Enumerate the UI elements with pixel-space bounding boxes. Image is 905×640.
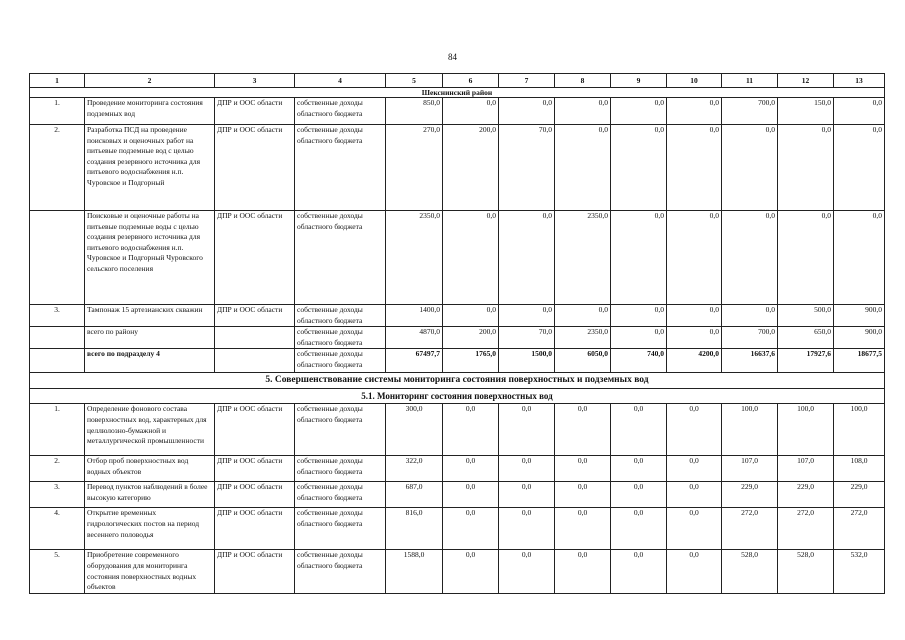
value-col-9: 0,0 <box>611 211 667 305</box>
column-header-10: 10 <box>667 74 722 88</box>
value-col-13: 272,0 <box>834 508 885 550</box>
value-col-7: 70,0 <box>499 327 555 349</box>
value-col-5: 687,0 <box>386 482 443 508</box>
value-col-5: 1588,0 <box>386 550 443 594</box>
measure-name: всего по району <box>85 327 215 349</box>
column-header-6: 6 <box>443 74 499 88</box>
value-col-8: 0,0 <box>555 404 611 456</box>
value-col-8: 0,0 <box>555 98 611 125</box>
funding-source: собственные доходы областного бюджета <box>295 327 386 349</box>
value-col-11: 528,0 <box>722 550 778 594</box>
value-col-5: 2350,0 <box>386 211 443 305</box>
value-col-9: 0,0 <box>611 305 667 327</box>
value-col-6: 0,0 <box>443 550 499 594</box>
value-col-12: 500,0 <box>778 305 834 327</box>
value-col-10: 0,0 <box>667 482 722 508</box>
funding-source: собственные доходы областного бюджета <box>295 98 386 125</box>
funding-source: собственные доходы областного бюджета <box>295 508 386 550</box>
responsible-executor: ДПР и ООС области <box>215 404 295 456</box>
row-number: 5. <box>30 550 85 594</box>
district-name: Шекснинский район <box>30 88 885 98</box>
funding-source: собственные доходы областного бюджета <box>295 456 386 482</box>
value-col-8: 0,0 <box>555 456 611 482</box>
measure-name: Приобретение современного оборудования для мониторинга состояния поверхностных водных объектов <box>85 550 215 594</box>
column-header-13: 13 <box>834 74 885 88</box>
value-col-7: 0,0 <box>499 456 555 482</box>
column-header-1: 1 <box>30 74 85 88</box>
table-row <box>30 98 885 125</box>
value-col-8: 0,0 <box>555 550 611 594</box>
value-col-5: 322,0 <box>386 456 443 482</box>
row-number: 3. <box>30 482 85 508</box>
row-number <box>30 327 85 349</box>
column-header-11: 11 <box>722 74 778 88</box>
table-row <box>30 125 885 211</box>
measure-name: Тампонаж 15 артезианских скважин <box>85 305 215 327</box>
responsible-executor: ДПР и ООС области <box>215 305 295 327</box>
value-col-11: 0,0 <box>722 211 778 305</box>
value-col-11: 700,0 <box>722 327 778 349</box>
value-col-9: 0,0 <box>611 327 667 349</box>
measure-name: Перевод пунктов наблюдений в более высокую категорию <box>85 482 215 508</box>
value-col-10: 0,0 <box>667 98 722 125</box>
column-header-2: 2 <box>85 74 215 88</box>
budget-table <box>29 73 885 594</box>
subsection-title-row <box>30 389 885 404</box>
district-row <box>30 88 885 98</box>
value-col-12: 150,0 <box>778 98 834 125</box>
column-header-7: 7 <box>499 74 555 88</box>
table-body <box>30 74 885 594</box>
row-number: 1. <box>30 404 85 456</box>
column-header-4: 4 <box>295 74 386 88</box>
value-col-7: 0,0 <box>499 211 555 305</box>
value-col-11: 107,0 <box>722 456 778 482</box>
value-col-12: 0,0 <box>778 125 834 211</box>
value-col-9: 0,0 <box>611 482 667 508</box>
column-number-header-row <box>30 74 885 88</box>
value-col-7: 0,0 <box>499 404 555 456</box>
value-col-13: 100,0 <box>834 404 885 456</box>
value-col-11: 0,0 <box>722 125 778 211</box>
value-col-10: 0,0 <box>667 327 722 349</box>
table-row <box>30 550 885 594</box>
table-row <box>30 508 885 550</box>
column-header-8: 8 <box>555 74 611 88</box>
responsible-executor: ДПР и ООС области <box>215 125 295 211</box>
table-row <box>30 482 885 508</box>
value-col-5: 67497,7 <box>386 349 443 373</box>
table-row <box>30 456 885 482</box>
row-number: 1. <box>30 98 85 125</box>
value-col-8: 2350,0 <box>555 211 611 305</box>
value-col-9: 0,0 <box>611 550 667 594</box>
measure-name: Определение фонового состава поверхностных вод, характерных для целлюлозно-бумажной и металлургической промышленности <box>85 404 215 456</box>
value-col-5: 270,0 <box>386 125 443 211</box>
value-col-7: 0,0 <box>499 482 555 508</box>
row-number: 2. <box>30 456 85 482</box>
row-number: 2. <box>30 125 85 211</box>
value-col-7: 0,0 <box>499 305 555 327</box>
value-col-9: 0,0 <box>611 98 667 125</box>
value-col-13: 900,0 <box>834 327 885 349</box>
value-col-13: 0,0 <box>834 211 885 305</box>
row-number <box>30 349 85 373</box>
funding-source: собственные доходы областного бюджета <box>295 349 386 373</box>
measure-name: Открытие временных гидрологических постов на период весеннего половодья <box>85 508 215 550</box>
value-col-5: 1400,0 <box>386 305 443 327</box>
value-col-9: 0,0 <box>611 508 667 550</box>
value-col-11: 16637,6 <box>722 349 778 373</box>
measure-name: Поисковые и оценочные работы на питьевые подземные воды с целью создания резервного источника для питьевого водоснабжения н.п. Чуровское и Подгорный Чуровского сельского поселения <box>85 211 215 305</box>
value-col-13: 900,0 <box>834 305 885 327</box>
measure-name: Проведение мониторинга состояния подземных вод <box>85 98 215 125</box>
value-col-10: 0,0 <box>667 125 722 211</box>
responsible-executor <box>215 349 295 373</box>
value-col-5: 4870,0 <box>386 327 443 349</box>
value-col-6: 200,0 <box>443 125 499 211</box>
value-col-10: 0,0 <box>667 550 722 594</box>
value-col-8: 0,0 <box>555 508 611 550</box>
value-col-10: 0,0 <box>667 211 722 305</box>
measure-name: Разработка ПСД на проведение поисковых и оценочных работ на питьевые подземные вод с целью создания резервного источника для питьевого водоснабжения н.п. Чуровское и Подгорный <box>85 125 215 211</box>
table-row <box>30 211 885 305</box>
measure-name: всего по подразделу 4 <box>85 349 215 373</box>
column-header-3: 3 <box>215 74 295 88</box>
row-number: 3. <box>30 305 85 327</box>
measure-name: Отбор проб поверхностных вод водных объектов <box>85 456 215 482</box>
value-col-8: 2350,0 <box>555 327 611 349</box>
value-col-6: 0,0 <box>443 456 499 482</box>
value-col-11: 100,0 <box>722 404 778 456</box>
responsible-executor: ДПР и ООС области <box>215 508 295 550</box>
column-header-12: 12 <box>778 74 834 88</box>
value-col-8: 0,0 <box>555 482 611 508</box>
value-col-13: 0,0 <box>834 98 885 125</box>
value-col-7: 0,0 <box>499 98 555 125</box>
value-col-12: 0,0 <box>778 211 834 305</box>
value-col-11: 700,0 <box>722 98 778 125</box>
value-col-6: 0,0 <box>443 98 499 125</box>
value-col-9: 0,0 <box>611 404 667 456</box>
responsible-executor: ДПР и ООС области <box>215 211 295 305</box>
value-col-6: 0,0 <box>443 482 499 508</box>
value-col-12: 107,0 <box>778 456 834 482</box>
value-col-12: 229,0 <box>778 482 834 508</box>
value-col-9: 740,0 <box>611 349 667 373</box>
value-col-6: 0,0 <box>443 211 499 305</box>
value-col-6: 1765,0 <box>443 349 499 373</box>
funding-source: собственные доходы областного бюджета <box>295 211 386 305</box>
funding-source: собственные доходы областного бюджета <box>295 125 386 211</box>
value-col-11: 272,0 <box>722 508 778 550</box>
value-col-12: 17927,6 <box>778 349 834 373</box>
funding-source: собственные доходы областного бюджета <box>295 550 386 594</box>
value-col-9: 0,0 <box>611 456 667 482</box>
column-header-5: 5 <box>386 74 443 88</box>
row-number <box>30 211 85 305</box>
value-col-12: 100,0 <box>778 404 834 456</box>
value-col-12: 650,0 <box>778 327 834 349</box>
value-col-11: 0,0 <box>722 305 778 327</box>
table-row <box>30 404 885 456</box>
value-col-6: 0,0 <box>443 305 499 327</box>
page-number: 84 <box>448 52 457 62</box>
value-col-5: 850,0 <box>386 98 443 125</box>
column-header-9: 9 <box>611 74 667 88</box>
value-col-7: 0,0 <box>499 550 555 594</box>
table-row <box>30 327 885 349</box>
value-col-6: 0,0 <box>443 508 499 550</box>
value-col-5: 300,0 <box>386 404 443 456</box>
funding-source: собственные доходы областного бюджета <box>295 305 386 327</box>
funding-source: собственные доходы областного бюджета <box>295 482 386 508</box>
value-col-12: 528,0 <box>778 550 834 594</box>
responsible-executor <box>215 327 295 349</box>
value-col-12: 272,0 <box>778 508 834 550</box>
section-title: 5. Совершенствование системы мониторинга состояния поверхностных и подземных вод <box>30 373 885 389</box>
value-col-10: 4200,0 <box>667 349 722 373</box>
value-col-13: 532,0 <box>834 550 885 594</box>
value-col-10: 0,0 <box>667 508 722 550</box>
value-col-10: 0,0 <box>667 404 722 456</box>
value-col-13: 18677,5 <box>834 349 885 373</box>
responsible-executor: ДПР и ООС области <box>215 456 295 482</box>
value-col-8: 6050,0 <box>555 349 611 373</box>
responsible-executor: ДПР и ООС области <box>215 550 295 594</box>
value-col-8: 0,0 <box>555 125 611 211</box>
value-col-6: 200,0 <box>443 327 499 349</box>
value-col-7: 70,0 <box>499 125 555 211</box>
table-row <box>30 305 885 327</box>
section-title-row <box>30 373 885 389</box>
row-number: 4. <box>30 508 85 550</box>
value-col-13: 229,0 <box>834 482 885 508</box>
value-col-6: 0,0 <box>443 404 499 456</box>
responsible-executor: ДПР и ООС области <box>215 98 295 125</box>
value-col-13: 0,0 <box>834 125 885 211</box>
value-col-7: 1500,0 <box>499 349 555 373</box>
responsible-executor: ДПР и ООС области <box>215 482 295 508</box>
value-col-7: 0,0 <box>499 508 555 550</box>
value-col-9: 0,0 <box>611 125 667 211</box>
funding-source: собственные доходы областного бюджета <box>295 404 386 456</box>
table-row <box>30 349 885 373</box>
value-col-8: 0,0 <box>555 305 611 327</box>
subsection-title: 5.1. Мониторинг состояния поверхностных вод <box>30 389 885 404</box>
value-col-11: 229,0 <box>722 482 778 508</box>
value-col-5: 816,0 <box>386 508 443 550</box>
value-col-13: 108,0 <box>834 456 885 482</box>
value-col-10: 0,0 <box>667 305 722 327</box>
value-col-10: 0,0 <box>667 456 722 482</box>
